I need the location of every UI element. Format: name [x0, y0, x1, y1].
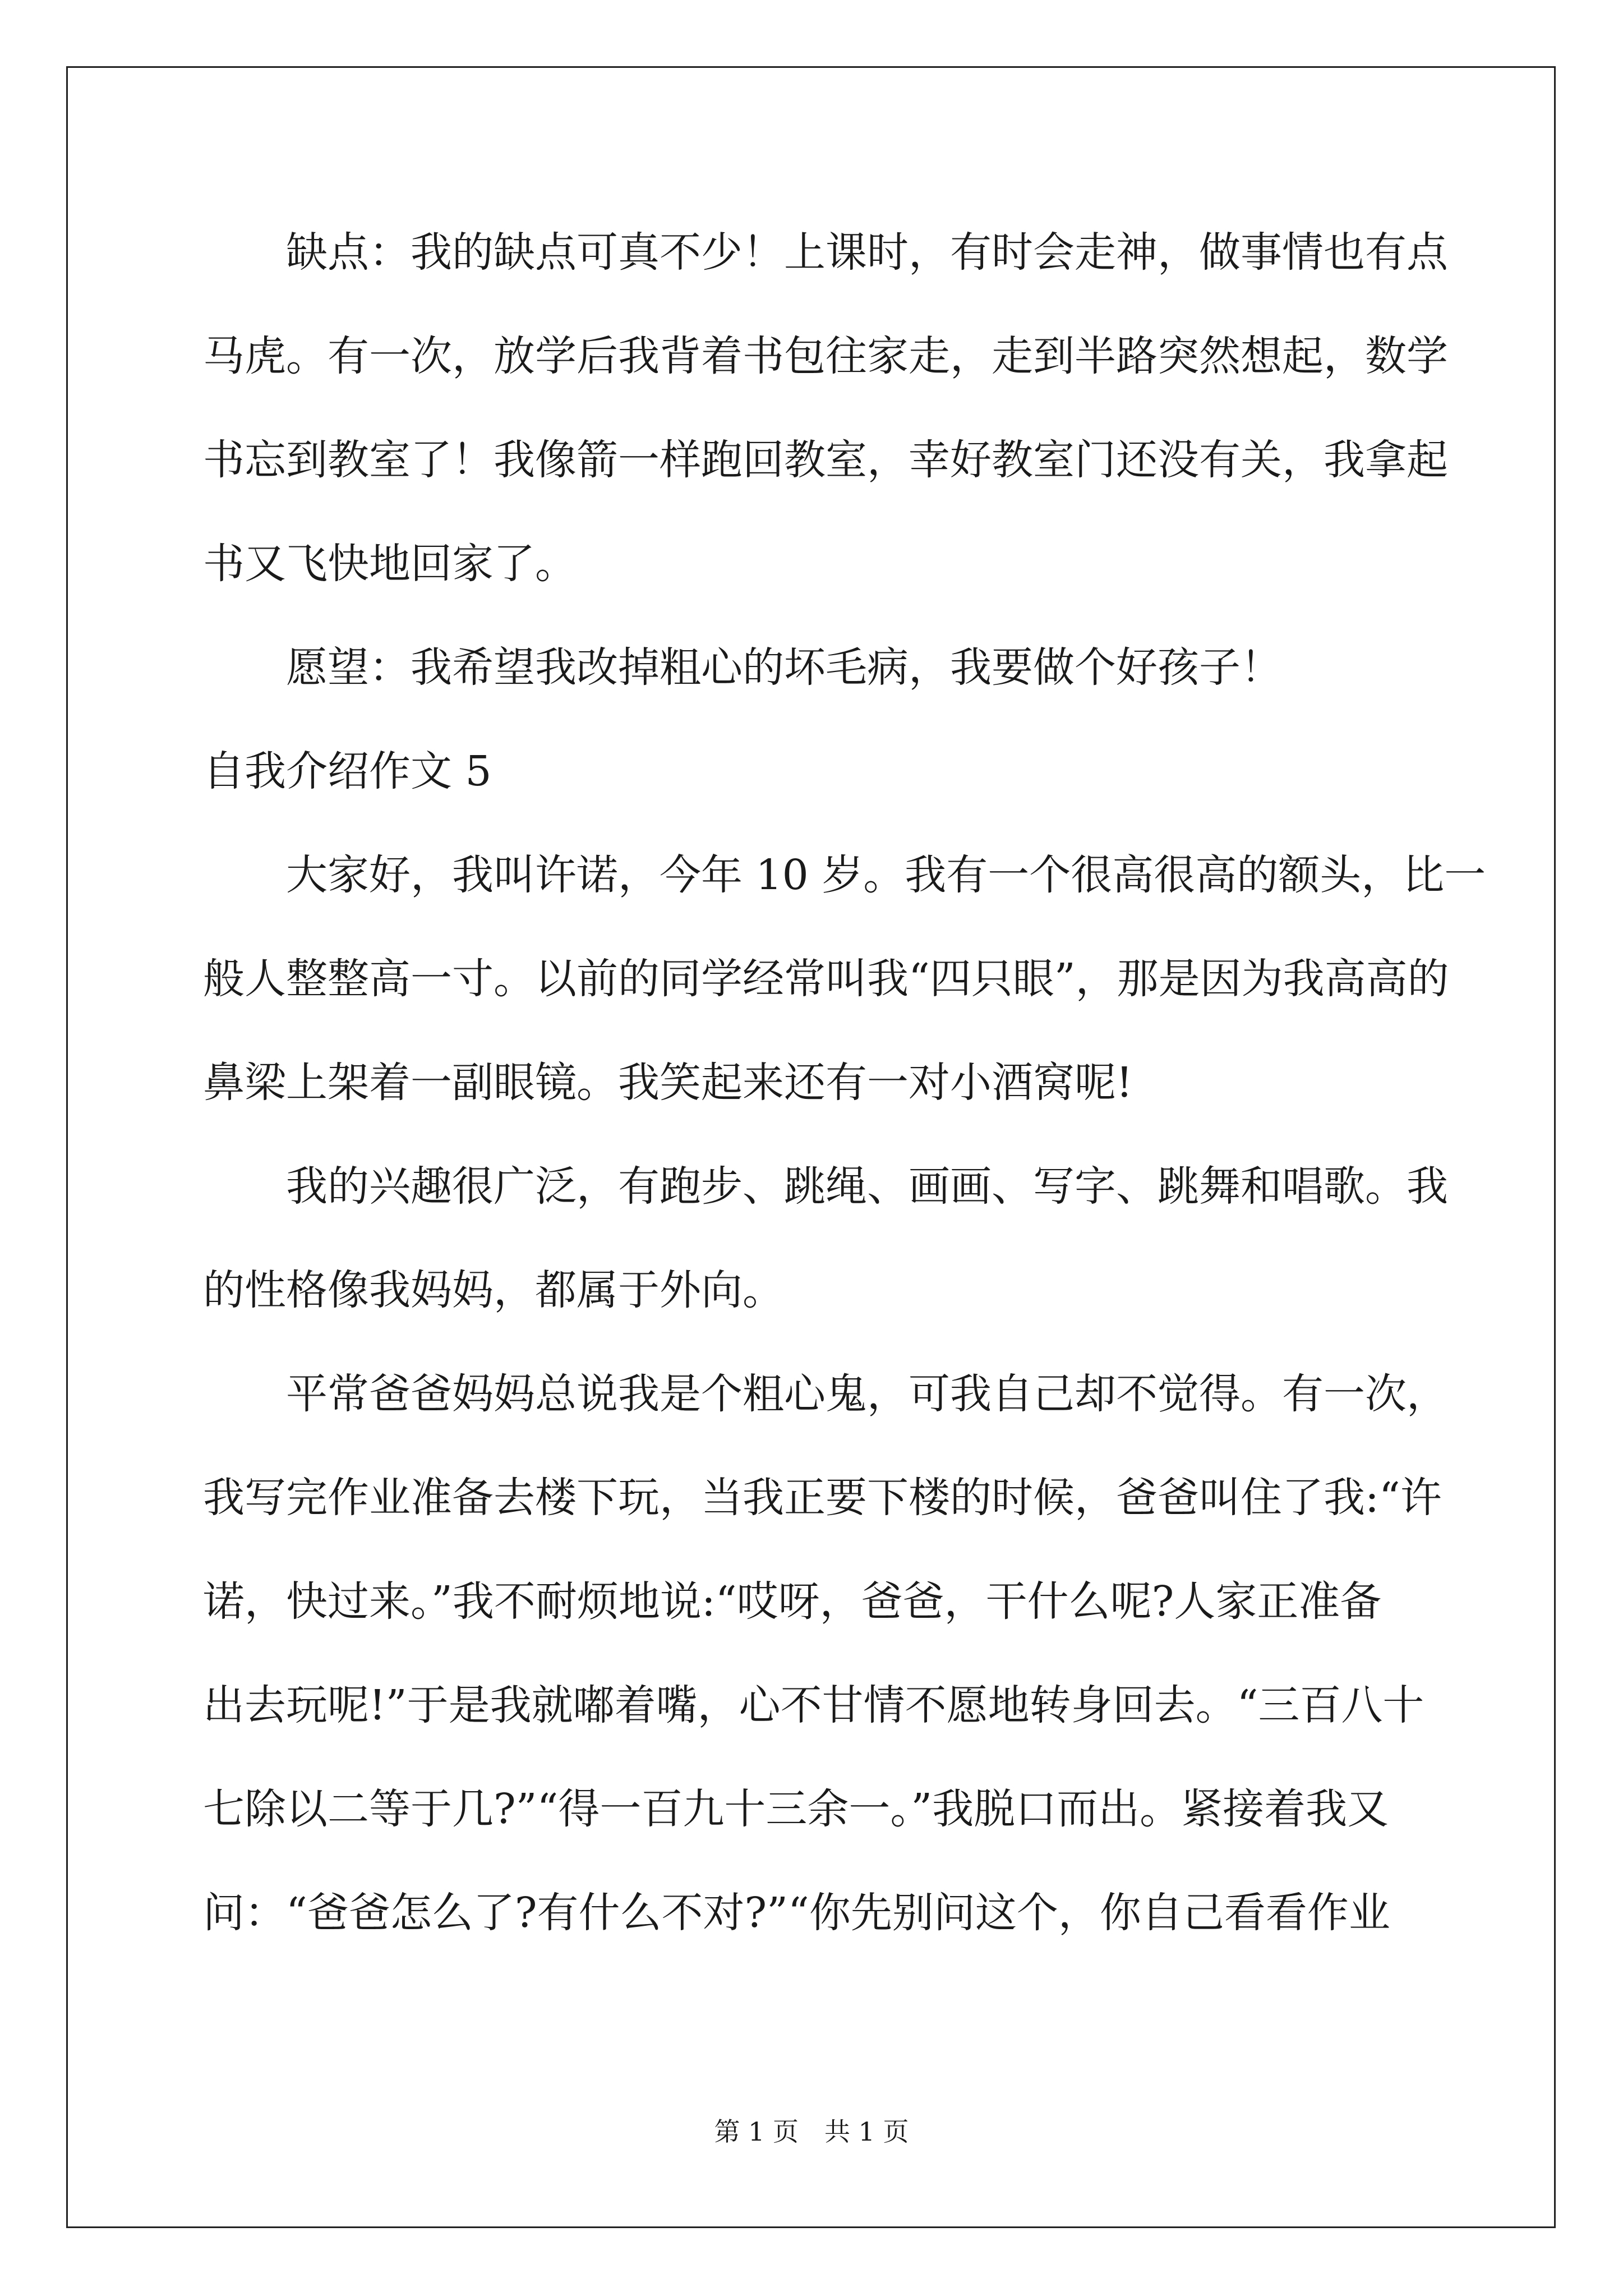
- text-line: 书忘到教室了！我像箭一样跑回教室，幸好教室门还没有关，我拿起: [203, 436, 1448, 484]
- text-line: 诺，快过来。”我不耐烦地说:“哎呀，爸爸，干什么呢?人家正准备: [203, 1577, 1382, 1626]
- text-line: 的性格像我妈妈，都属于外向。: [203, 1266, 784, 1314]
- text-line: 书又飞快地回家了。: [203, 540, 577, 588]
- text-line: 我的兴趣很广泛，有跑步、跳绳、画画、写字、跳舞和唱歌。我: [203, 1162, 1448, 1211]
- text-line: 鼻梁上架着一副眼镜。我笑起来还有一对小酒窝呢!: [203, 1059, 1133, 1107]
- text-line: 我写完作业准备去楼下玩，当我正要下楼的时候，爸爸叫住了我:“许: [203, 1474, 1442, 1522]
- text-line: 缺点：我的缺点可真不少！上课时，有时会走神，做事情也有点: [203, 228, 1448, 277]
- section-heading: 自我介绍作文 5: [203, 747, 492, 795]
- text-line: 愿望：我希望我改掉粗心的坏毛病，我要做个好孩子！: [203, 643, 1282, 692]
- text-line: 平常爸爸妈妈总说我是个粗心鬼，可我自己却不觉得。有一次，: [203, 1370, 1448, 1418]
- text-line: 七除以二等于几?”“得一百九十三余一。”我脱口而出。紧接着我又: [203, 1785, 1389, 1833]
- text-line: 般人整整高一寸。以前的同学经常叫我“四只眼”，那是因为我高高的: [203, 955, 1449, 1003]
- text-line: 问：“爸爸怎么了?有什么不对?”“你先别问这个，你自己看看作业: [203, 1889, 1390, 1937]
- text-line: 大家好，我叫许诺，今年 10 岁。我有一个很高很高的额头，比一: [203, 851, 1486, 899]
- page-number: 第 1 页 共 1 页: [714, 2116, 909, 2147]
- text-line: 出去玩呢!”于是我就嘟着嘴，心不甘情不愿地转身回去。“三百八十: [203, 1681, 1424, 1729]
- text-line: 马虎。有一次，放学后我背着书包往家走，走到半路突然想起，数学: [203, 332, 1448, 380]
